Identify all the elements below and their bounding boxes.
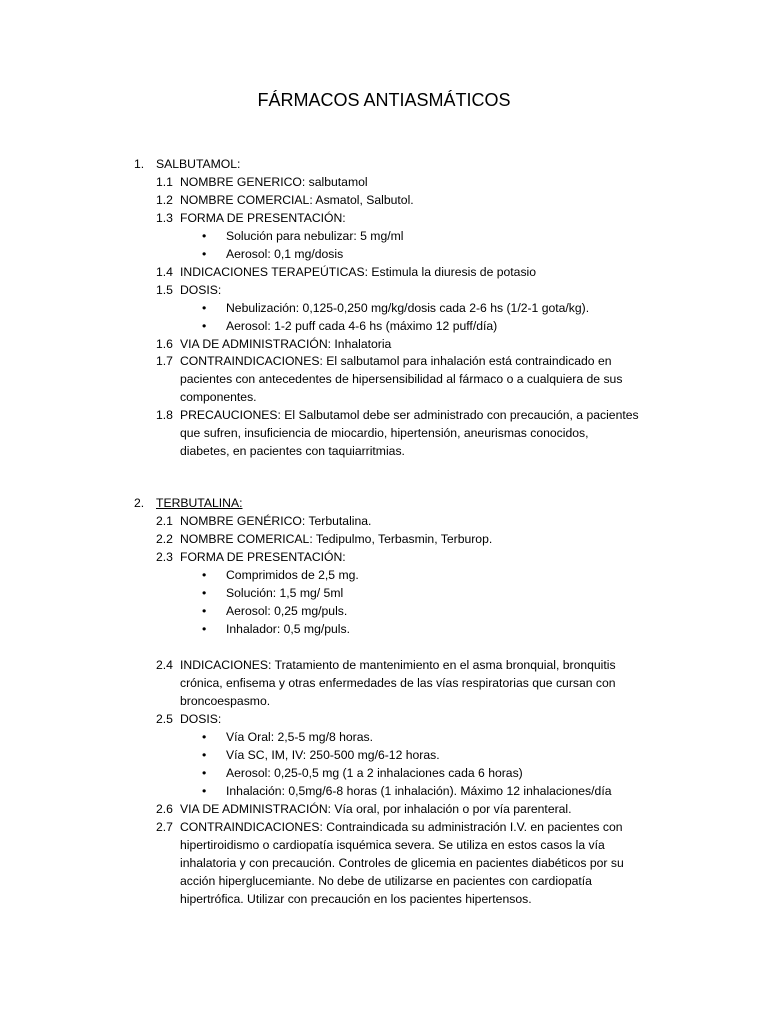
item-text: NOMBRE COMERCIAL: Asmatol, Salbutol.	[180, 193, 414, 207]
item-text: broncoespasmo.	[180, 694, 271, 708]
bullet-icon: •	[202, 622, 207, 636]
section-heading: TERBUTALINA:	[156, 496, 243, 510]
list-item: Comprimidos de 2,5 mg.	[226, 568, 359, 582]
bullet-icon: •	[202, 784, 207, 798]
item-number: 2.7	[156, 820, 173, 834]
list-item: Inhalación: 0,5mg/6-8 horas (1 inhalación). Máximo 12 inhalaciones/día	[226, 784, 612, 798]
item-text: CONTRAINDICACIONES: El salbutamol para inhalación está contraindicado en	[180, 354, 612, 368]
bullet-icon: •	[202, 247, 207, 261]
item-number: 1.2	[156, 193, 173, 207]
item-text: INDICACIONES TERAPEÚTICAS: Estimula la diuresis de potasio	[180, 265, 537, 279]
item-number: 2.5	[156, 712, 173, 726]
item-number: 2.1	[156, 514, 173, 528]
item-text: que sufren, insuficiencia de miocardio, hipertensión, aneurismas conocidos,	[180, 426, 589, 440]
bullet-icon: •	[202, 586, 207, 600]
item-text: DOSIS:	[180, 712, 222, 726]
list-item: Vía Oral: 2,5-5 mg/8 horas.	[226, 730, 373, 744]
item-number: 1.5	[156, 283, 173, 297]
item-number: 2.3	[156, 550, 173, 564]
bullet-icon: •	[202, 748, 207, 762]
list-item: Aerosol: 0,25 mg/puls.	[226, 604, 348, 618]
bullet-icon: •	[202, 604, 207, 618]
item-text: FORMA DE PRESENTACIÓN:	[180, 550, 346, 564]
item-text: VIA DE ADMINISTRACIÓN: Inhalatoria	[180, 337, 392, 351]
bullet-icon: •	[202, 730, 207, 744]
item-text: acción hiperglucemiante. No debe de utilizarse en pacientes con cardiopatía	[180, 874, 592, 888]
item-text: NOMBRE GENÉRICO: Terbutalina.	[180, 514, 372, 528]
item-number: 1.8	[156, 408, 173, 422]
item-text: crónica, enfisema y otras enfermedades de las vías respiratorias que cursan con	[180, 676, 616, 690]
item-text: componentes.	[180, 390, 257, 404]
item-number: 1.6	[156, 337, 173, 351]
item-number: 2.2	[156, 532, 173, 546]
bullet-icon: •	[202, 766, 207, 780]
item-text: NOMBRE GENERICO: salbutamol	[180, 175, 368, 189]
item-text: CONTRAINDICACIONES: Contraindicada su administración I.V. en pacientes con	[180, 820, 623, 834]
document-title: FÁRMACOS ANTIASMÁTICOS	[257, 90, 511, 110]
bullet-icon: •	[202, 301, 207, 315]
list-item: Vía SC, IM, IV: 250-500 mg/6-12 horas.	[226, 748, 440, 762]
item-text: PRECAUCIONES: El Salbutamol debe ser administrado con precaución, a pacientes	[180, 408, 639, 422]
item-number: 1.7	[156, 354, 173, 368]
bullet-icon: •	[202, 229, 207, 243]
item-text: INDICACIONES: Tratamiento de mantenimiento en el asma bronquial, bronquitis	[180, 658, 616, 672]
list-item: Aerosol: 0,25-0,5 mg (1 a 2 inhalaciones cada 6 horas)	[226, 766, 523, 780]
item-text: NOMBRE COMERICAL: Tedipulmo, Terbasmin, Terburop.	[180, 532, 493, 546]
item-number: 1.3	[156, 211, 173, 225]
item-number: 2.4	[156, 658, 173, 672]
bullet-icon: •	[202, 319, 207, 333]
item-text: FORMA DE PRESENTACIÓN:	[180, 211, 346, 225]
list-item: Nebulización: 0,125-0,250 mg/kg/dosis cada 2-6 hs (1/2-1 gota/kg).	[226, 301, 590, 315]
list-item: Inhalador: 0,5 mg/puls.	[226, 622, 350, 636]
item-text: inhalatoria y con precaución. Controles de glicemia en pacientes diabéticos por su	[180, 856, 624, 870]
bullet-icon: •	[202, 568, 207, 582]
item-number: 1.4	[156, 265, 173, 279]
item-text: diabetes, en pacientes con taquiarritmias.	[180, 444, 405, 458]
list-item: Aerosol: 1-2 puff cada 4-6 hs (máximo 12 puff/día)	[226, 319, 498, 333]
item-text: VIA DE ADMINISTRACIÓN: Vía oral, por inhalación o por vía parenteral.	[180, 802, 572, 816]
list-item: Solución: 1,5 mg/ 5ml	[226, 586, 344, 600]
item-text: hipertrófica. Utilizar con precaución en los pacientes hipertensos.	[180, 892, 532, 906]
item-number: 2.6	[156, 802, 173, 816]
section-number: 2.	[134, 496, 145, 510]
section-number: 1.	[134, 157, 145, 171]
item-text: pacientes con antecedentes de hipersensibilidad al fármaco o a cualquiera de sus	[180, 372, 623, 386]
item-text: DOSIS:	[180, 283, 222, 297]
section-heading: SALBUTAMOL:	[156, 157, 241, 171]
list-item: Aerosol: 0,1 mg/dosis	[226, 247, 344, 261]
item-text: hipertiroidismo o cardiopatía isquémica severa. Se utiliza en estos casos la vía	[180, 838, 605, 852]
list-item: Solución para nebulizar: 5 mg/ml	[226, 229, 404, 243]
item-number: 1.1	[156, 175, 173, 189]
